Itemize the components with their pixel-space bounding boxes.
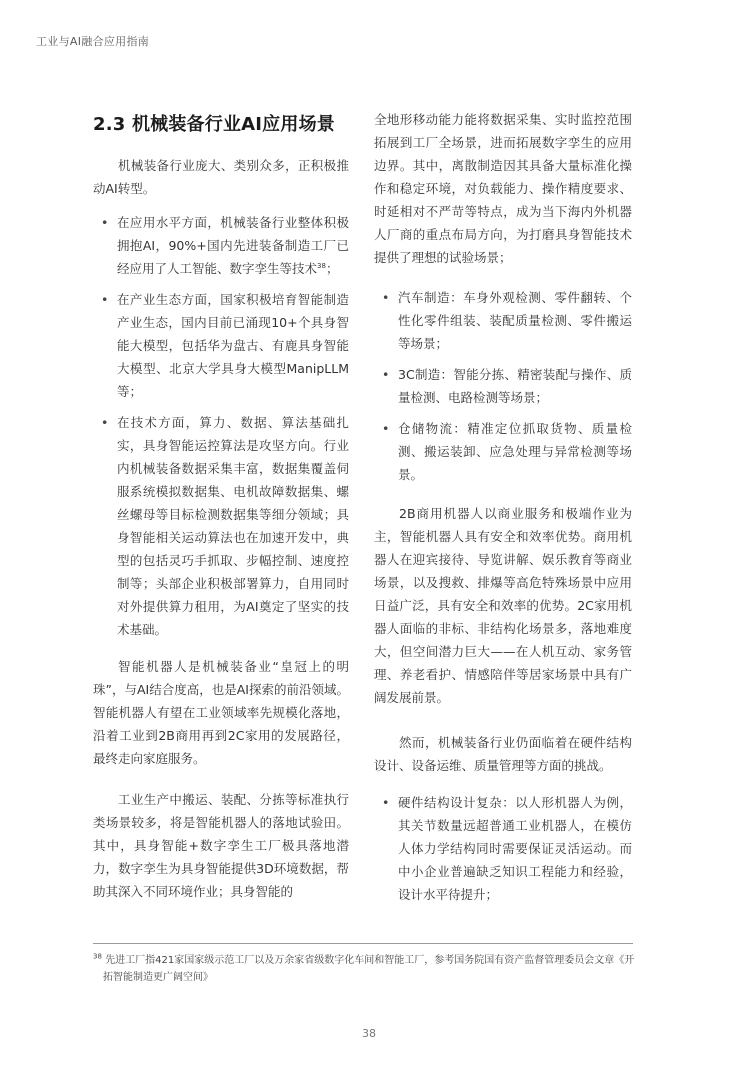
page-number: 38 [362, 1027, 376, 1040]
left-column [93, 112, 349, 903]
footnote-number: 38 [93, 952, 102, 961]
manufacturing-bullet-list [374, 286, 632, 486]
bullet-icon: • [101, 215, 109, 230]
continued-paragraph: 全地形移动能力能将数据采集、实时监控范围拓展到工厂全场景，进而拓展数字孪生的应用边界。其中，离散制造因其具备大量标准化操作和稳定环境，对负载能力、操作精度要求、时延相对不严苛等特点，成为当下海内外机器人厂商的重点布局方向，为打磨具身智能技术提供了理想的试验场景； [374, 112, 632, 265]
bullet-icon: • [382, 421, 390, 436]
list-item [374, 791, 632, 906]
bullet-icon: • [101, 292, 109, 307]
list-item [374, 417, 632, 486]
list-item-text: 仓储物流：精准定位抓取货物、质量检测、搬运装卸、应急处理与异常检测等场景。 [398, 421, 632, 482]
footnote-ref[interactable]: 38 [317, 261, 326, 270]
bullet-icon: • [382, 290, 390, 305]
list-item-text: 在产业生态方面，国家积极培育智能制造产业生态，国内目前已涌现10+个具身智能大模型，包括华为盘古、有鹿具身智能大模型、北京大学具身大模型ManipLLM等； [117, 292, 349, 399]
list-item [374, 363, 632, 409]
bullet-icon: • [382, 367, 390, 382]
footnote-text: 先进工厂指421家国家级示范工厂以及万余家省级数字化车间和智能工厂，参考国务院国有资产监督管理委员会文章《开拓智能制造更广阔空间》 [103, 955, 635, 983]
list-item-text: 硬件结构设计复杂：以人形机器人为例，其关节数量远超普通工业机器人，在模仿人体力学结构同时需要保证灵活运动。而中小企业普遍缺乏知识工程能力和经验，设计水平待提升； [398, 795, 632, 902]
intro-paragraph: 机械装备行业庞大、类别众多，正积极推动AI转型。 [93, 158, 349, 196]
left-bullet-list [93, 211, 349, 641]
footnote-divider [93, 943, 633, 944]
list-item-text: 汽车制造：车身外观检测、零件翻转、个性化零件组装、装配质量检测、零件搬运等场景； [398, 290, 632, 351]
list-item-text: 3C制造：智能分拣、精密装配与操作、质量检测、电路检测等场景； [398, 367, 632, 405]
footnote-text-wrap [93, 952, 638, 986]
bullet-icon: • [382, 795, 390, 810]
right-column [374, 108, 632, 906]
section-title: 2.3 机械装备行业AI应用场景 [93, 114, 335, 135]
challenge-bullet-list [374, 791, 632, 906]
list-item [374, 286, 632, 355]
list-item-text: 在技术方面，算力、数据、算法基础扎实，具身智能运控算法是攻坚方向。行业内机械装备数据采集丰富，数据集覆盖伺服系统模拟数据集、电机故障数据集、螺丝螺母等目标检测数据集等细分领域；具身智能相关运动算法也在加速开发中，典型的包括灵巧手抓取、步幅控制、速度控制等；头部企业积极部署算力，自用同时对外提供算力租用，为AI奠定了坚实的技术基础。 [117, 415, 349, 637]
footnote [93, 952, 638, 986]
commercial-robot-paragraph: 2B商用机器人以商业服务和极端作业为主，智能机器人具有安全和效率优势。商用机器人在迎宾接待、导览讲解、娱乐教育等商业场景，以及搜救、排爆等高危特殊场景中应用日益广泛，具有安全和效率的优势。2C家用机器人面临的非标、非结构化场景多，落地难度大，但空间潜力巨大——在人机互动、家务管理、养老看护、情感陪伴等居家场景中具有广阔发展前景。 [374, 506, 632, 705]
bullet-icon: • [101, 415, 109, 430]
list-item-text: 在应用水平方面，机械装备行业整体积极拥抱AI，90%+国内先进装备制造工厂已经应用了人工智能、数字孪生等技术 [117, 215, 349, 276]
industrial-paragraph: 工业生产中搬运、装配、分拣等标准执行类场景较多，将是智能机器人的落地试验田。其中，具身智能+数字孪生工厂极具落地潜力，数字孪生为具身智能提供3D环境数据，帮助其深入不同环境作业；具身智能的 [93, 792, 349, 899]
running-header: 工业与AI融合应用指南 [36, 35, 150, 48]
list-item [93, 288, 349, 403]
list-item-tail: ； [325, 261, 339, 276]
list-item [93, 211, 349, 280]
list-item [93, 411, 349, 641]
robot-paragraph: 智能机器人是机械装备业“皇冠上的明珠”，与AI结合度高，也是AI探索的前沿领域。智能机器人有望在工业领域率先规模化落地，沿着工业到2B商用再到2C家用的发展路径，最终走向家庭服务。 [93, 659, 349, 766]
challenge-paragraph: 然而，机械装备行业仍面临着在硬件结构设计、设备运维、质量管理等方面的挑战。 [374, 735, 632, 773]
